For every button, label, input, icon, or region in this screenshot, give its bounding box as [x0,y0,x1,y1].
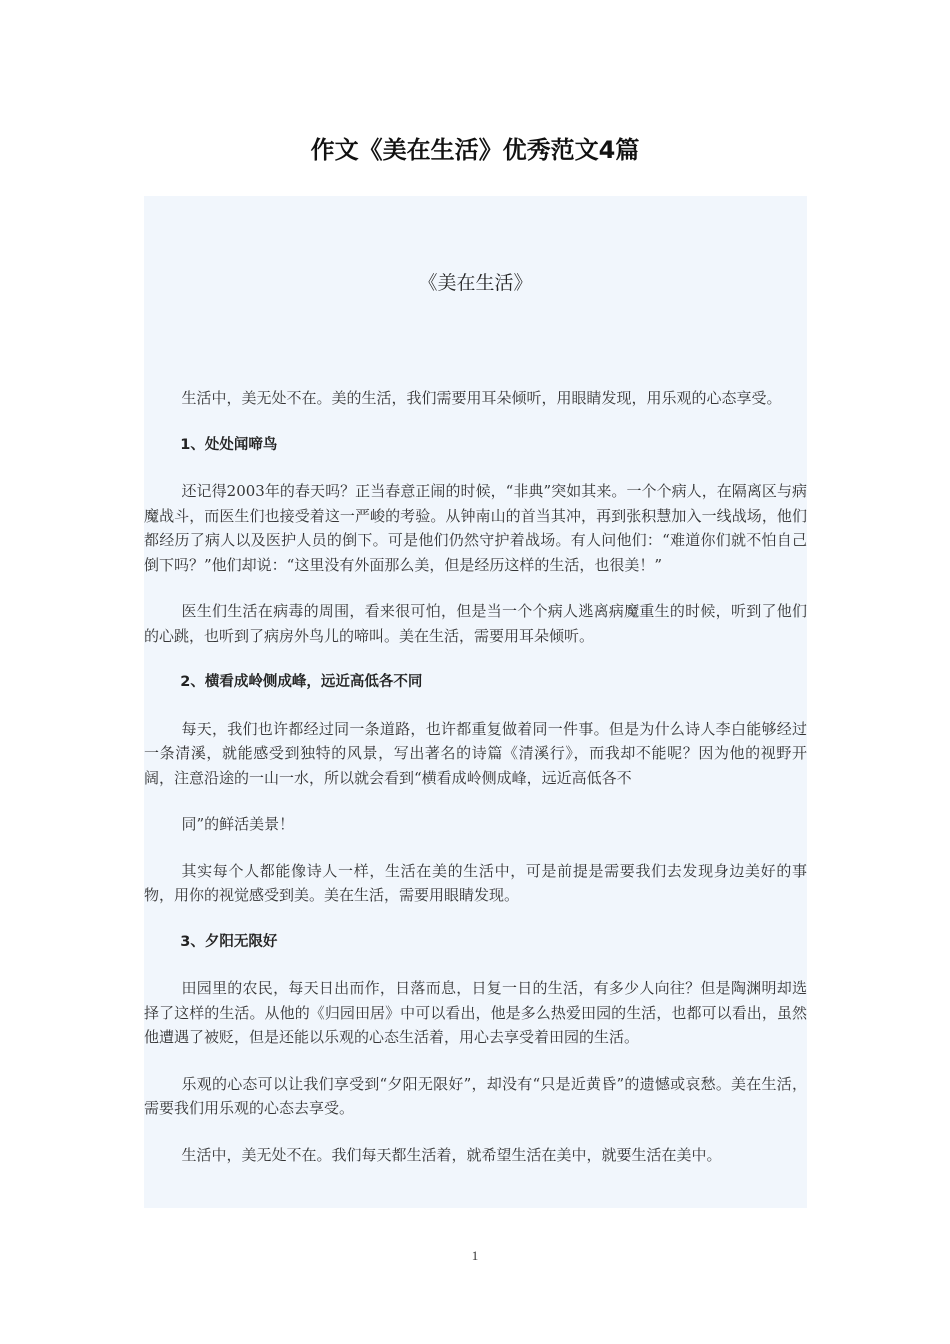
paragraph: 医生们生活在病毒的周围，看来很可怕，但是当一个个病人逃离病魔重生的时候，听到了他们的心跳，也听到了病房外鸟儿的啼叫。美在生活，需要用耳朵倾听。 [144,602,807,645]
essay-panel [144,196,807,1208]
essay-title: 《美在生活》 [418,272,533,294]
paragraph: 每天，我们也许都经过同一条道路，也许都重复做着同一件事。但是为什么诗人李白能够经过一条清溪，就能感受到独特的风景，写出著名的诗篇《清溪行》，而我却不能呢？因为他的视野开阔，注意沿途的一山一水，所以就会看到“横看成岭侧成峰，远近高低各不 [144,719,807,787]
page-number: 1 [471,1248,479,1263]
paragraph: 同”的鲜活美景！ [181,815,295,833]
section-heading-2: 2、横看成岭侧成峰，远近高低各不同 [180,674,423,690]
paragraph-intro: 生活中，美无处不在。美的生活，我们需要用耳朵倾听，用眼睛发现，用乐观的心态享受。 [181,389,782,407]
paragraph: 其实每个人都能像诗人一样，生活在美的生活中，可是前提是需要我们去发现身边美好的事物，用你的视觉感受到美。美在生活，需要用眼睛发现。 [144,861,807,904]
paragraph: 田园里的农民，每天日出而作，日落而息，日复一日的生活，有多少人向往？但是陶渊明却选择了这样的生活。从他的《归园田居》中可以看出，他是多么热爱田园的生活，也都可以看出，虽然他遭遇了被贬，但是还能以乐观的心态生活着，用心去享受着田园的生活。 [144,979,807,1046]
section-heading-1: 1、处处闻啼鸟 [180,436,278,453]
document-title: 作文《美在生活》优秀范文4篇 [310,136,640,164]
paragraph-conclusion: 生活中，美无处不在。我们每天都生活着，就希望生活在美中，就要生活在美中。 [181,1145,722,1164]
paragraph: 乐观的心态可以让我们享受到“夕阳无限好”，却没有“只是近黄昏”的遗憾或哀愁。美在生活，需要我们用乐观的心态去享受。 [144,1074,807,1117]
paragraph: 还记得2003年的春天吗？正当春意正闹的时候，“非典”突如其来。一个个病人，在隔离区与病魔战斗，而医生们也接受着这一严峻的考验。从钟南山的首当其冲，再到张积慧加入一线战场，他们都经历了病人以及医护人员的倒下。可是他们仍然守护着战场。有人问他们：“难道你们就不怕自己倒下吗？”他们却说：“这里没有外面那么美，但是经历这样的生活，也很美！” [144,482,807,574]
essay-content [144,386,807,1189]
section-heading-3: 3、夕阳无限好 [180,933,278,950]
